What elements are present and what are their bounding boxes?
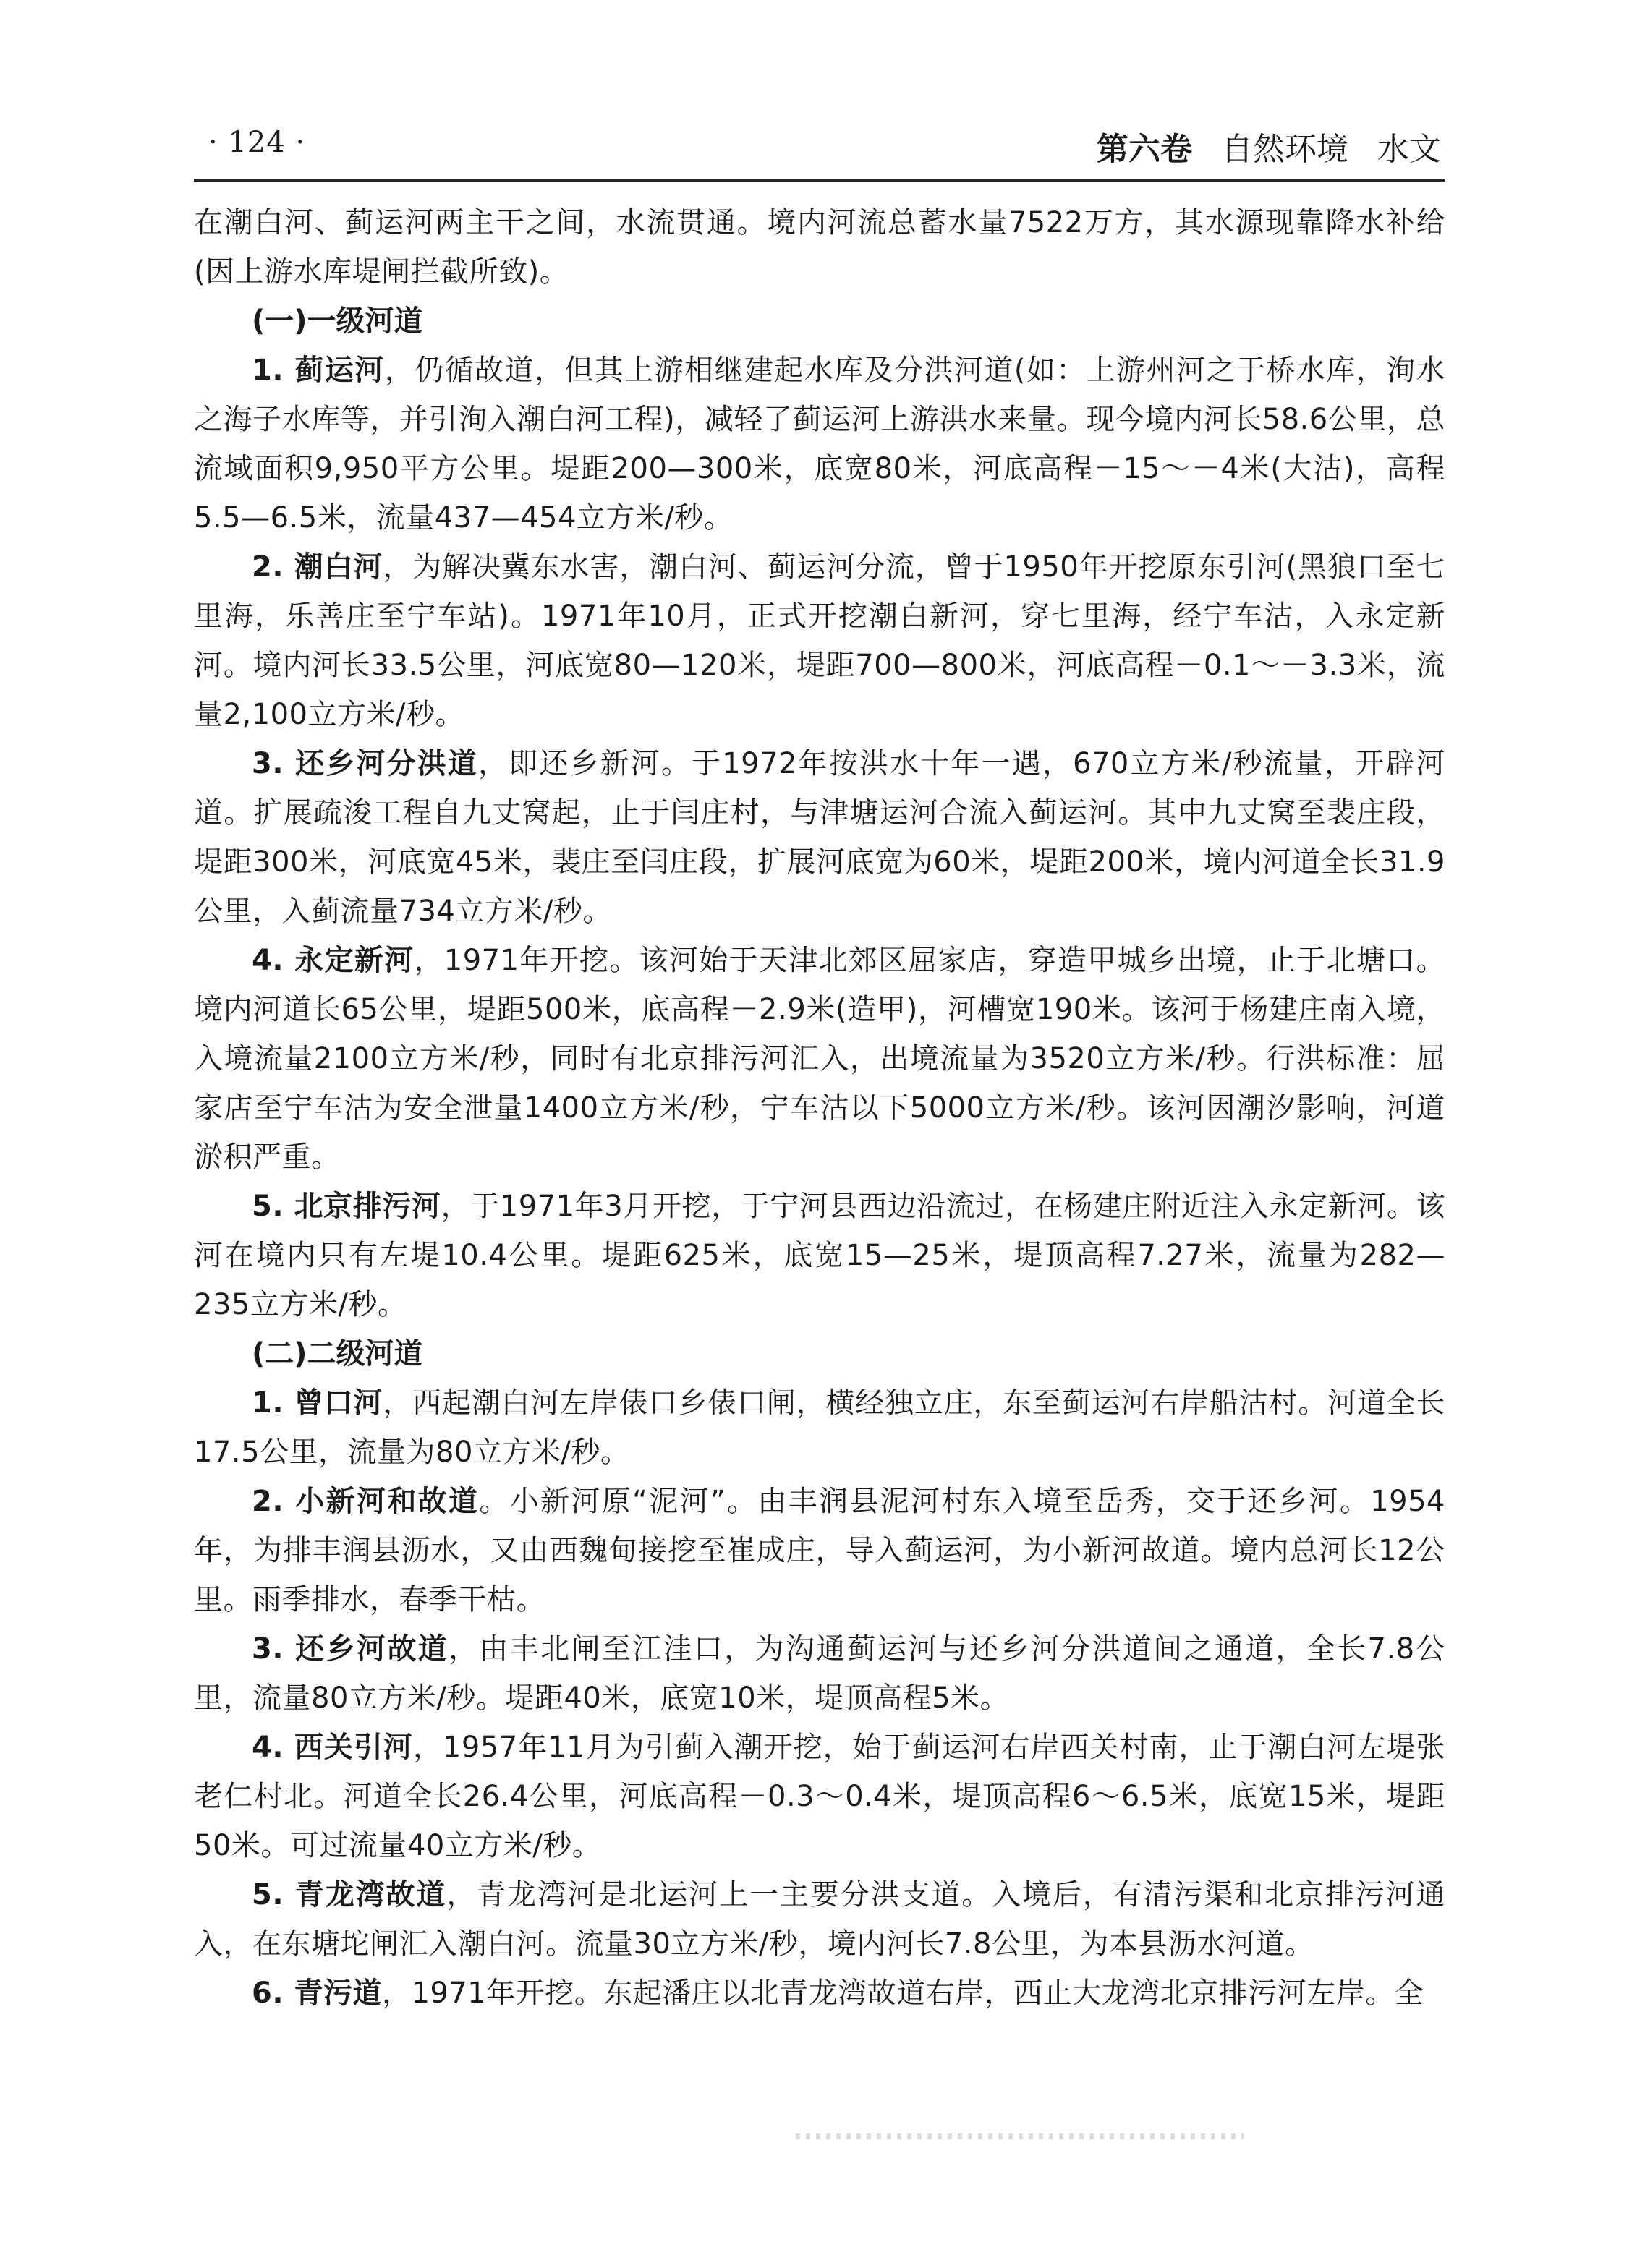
page-number: · 124 · xyxy=(208,126,306,159)
chapter-label: 自然环境 xyxy=(1221,131,1348,168)
river-entry-qingwu xyxy=(194,1969,1445,2018)
river-description: ，1957年11月为引蓟入潮开挖，始于蓟运河右岸西关村南，止于潮白河左堤张老仁村北。河道全长26.4公里，河底高程－0.3～0.4米，堤顶高程6～6.5米，底宽15米，堤距50米。可过流量40立方米/秒。 xyxy=(194,1731,1445,1862)
river-description: ，即还乡新河。于1972年按洪水十年一遇，670立方米/秒流量，开辟河道。扩展疏浚工程自九丈窝起，止于闫庄村，与津塘运河合流入蓟运河。其中九丈窝至裴庄段，堤距300米，河底宽45米，裴庄至闫庄段，扩展河底宽为60米，堤距200米，境内河道全长31.9公里，入蓟流量734立方米/秒。 xyxy=(194,747,1446,928)
river-term: 2. 小新河和故道 xyxy=(252,1485,480,1518)
scan-artifact xyxy=(796,2133,1244,2139)
river-entry-jiyun xyxy=(194,346,1445,542)
river-term: 2. 潮白河 xyxy=(252,550,383,584)
page-body xyxy=(194,198,1445,2018)
river-description: ，青龙湾河是北运河上一主要分洪支道。入境后，有清污渠和北京排污河通入，在东塘坨闸汇入潮白河。流量30立方米/秒，境内河长7.8公里，为本县沥水河道。 xyxy=(194,1878,1445,1961)
river-term: 3. 还乡河分洪道 xyxy=(252,747,479,780)
river-entry-yongding-new xyxy=(194,936,1445,1182)
river-description: ，1971年开挖。东起潘庄以北青龙湾故道右岸，西止大龙湾北京排污河左岸。全 xyxy=(381,1977,1424,2010)
river-entry-xiguan xyxy=(194,1723,1445,1870)
river-entry-beijing-drainage xyxy=(194,1182,1445,1329)
running-head xyxy=(1097,123,1441,169)
river-description: ，由丰北闸至江洼口，为沟通蓟运河与还乡河分洪道间之通道，全长7.8公里，流量80立方米/秒。堤距40米，底宽10米，堤顶高程5米。 xyxy=(194,1632,1446,1715)
river-term: 5. 青龙湾故道 xyxy=(252,1878,447,1911)
river-entry-huanxiang-old xyxy=(194,1624,1445,1723)
intro-paragraph: 在潮白河、蓟运河两主干之间，水流贯通。境内河流总蓄水量7522万方，其水源现靠降水补给(因上游水库堤闸拦截所致)。 xyxy=(194,206,1445,289)
river-description: 。小新河原“泥河”。由丰润县泥河村东入境至岳秀，交于还乡河。1954年，为排丰润县沥水，又由西魏甸接挖至崔成庄，导入蓟运河，为小新河故道。境内总河长12公里。雨季排水，春季干枯。 xyxy=(194,1485,1445,1616)
section-label: 水文 xyxy=(1377,131,1441,168)
river-description: ，为解决冀东水害，潮白河、蓟运河分流，曾于1950年开挖原东引河(黑狼口至七里海，乐善庄至宁车站)。1971年10月，正式开挖潮白新河，穿七里海，经宁车沽，入永定新河。境内河长33.5公里，河底宽80—120米，堤距700—800米，河底高程－0.1～－3.3米，流量2,100立方米/秒。 xyxy=(194,550,1445,731)
river-description: ，1971年开挖。该河始于天津北郊区屈家店，穿造甲城乡出境，止于北塘口。境内河道长65公里，堤距500米，底高程－2.9米(造甲)，河槽宽190米。该河于杨建庄南入境，入境流量2100立方米/秒，同时有北京排污河汇入，出境流量为3520立方米/秒。行洪标准：屈家店至宁车沽为安全泄量1400立方米/秒，宁车沽以下5000立方米/秒。该河因潮汐影响，河道淤积严重。 xyxy=(194,944,1446,1174)
river-term: 5. 北京排污河 xyxy=(252,1190,441,1223)
river-entry-qinglongwan xyxy=(194,1870,1445,1969)
river-entry-xiaoxin xyxy=(194,1477,1445,1624)
river-term: 1. 曾口河 xyxy=(252,1386,383,1420)
river-term: 4. 永定新河 xyxy=(252,944,415,977)
river-term: 3. 还乡河故道 xyxy=(252,1632,449,1666)
volume-label: 第六卷 xyxy=(1097,131,1192,168)
river-description: ，于1971年3月开挖，于宁河县西边沿流过，在杨建庄附近注入永定新河。该河在境内只有左堤10.4公里。堤距625米，底宽15—25米，堤顶高程7.27米，流量为282—235立方米/秒。 xyxy=(194,1190,1446,1321)
page-header xyxy=(194,123,1445,182)
river-term: 1. 蓟运河 xyxy=(252,354,385,387)
river-entry-chaobai xyxy=(194,542,1445,739)
level1-heading: (一)一级河道 xyxy=(252,304,423,338)
river-entry-huanxiang-floodway xyxy=(194,739,1445,936)
river-description: ，西起潮白河左岸俵口乡俵口闸，横经独立庄，东至蓟运河右岸船沽村。河道全长17.5公里，流量为80立方米/秒。 xyxy=(194,1386,1446,1469)
river-term: 4. 西关引河 xyxy=(252,1731,413,1764)
level2-heading: (二)二级河道 xyxy=(252,1337,423,1370)
river-term: 6. 青污道 xyxy=(252,1977,382,2010)
river-entry-zengkou xyxy=(194,1378,1445,1477)
river-description: ，仍循故道，但其上游相继建起水库及分洪河道(如：上游州河之于桥水库，洵水之海子水库等，并引洵入潮白河工程)，减轻了蓟运河上游洪水来量。现今境内河长58.6公里，总流域面积9,950平方公里。堤距200—300米，底宽80米，河底高程－15～－4米(大沽)，高程5.5—6.5米，流量437—454立方米/秒。 xyxy=(194,354,1446,534)
